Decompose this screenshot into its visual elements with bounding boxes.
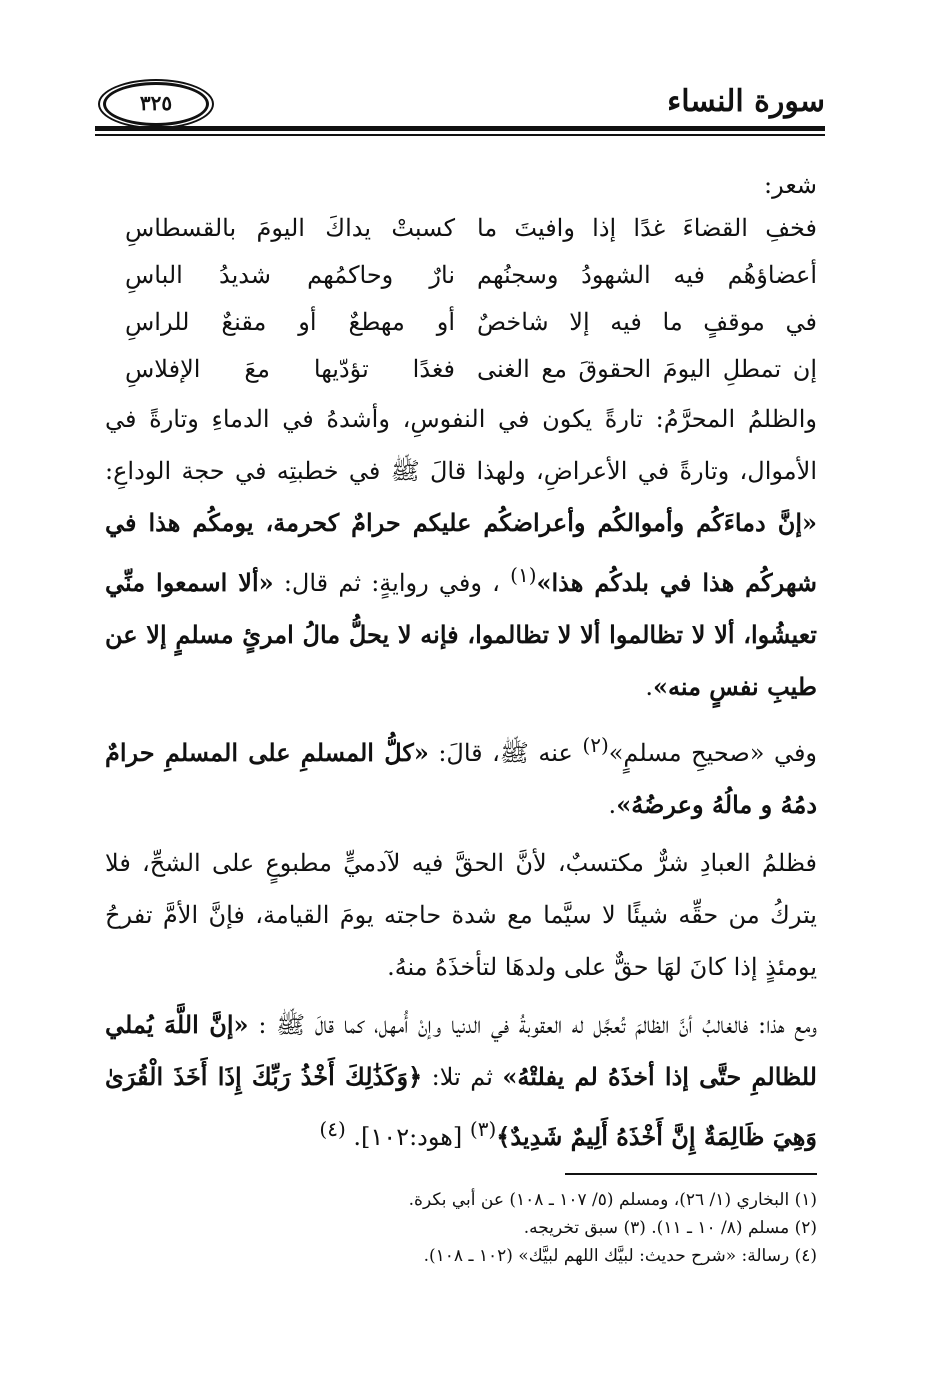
poem-title: شعر:: [763, 171, 817, 199]
verse-first-hemistich: في موقفٍ ما فيه إلا شاخصٌ: [477, 308, 817, 336]
verse-reference: [هود:١٠٢].: [345, 1123, 470, 1151]
verse-second-hemistich: نارٌ وحاكمُهم شديدُ الباسِ: [125, 261, 455, 289]
verse-first-hemistich: إن تمطلِ اليومَ الحقوقَ مع الغنى: [477, 355, 817, 383]
header-rule-thin: [95, 134, 825, 136]
footnote-marker: (٢): [582, 733, 609, 757]
footnote-item: (٤) رسالة: «شرح حديث: لبيَّك اللهم لبيَّك» (١٠٢ ـ ١٠٨).: [423, 1246, 817, 1266]
verse-second-hemistich: أو مهطعٌ أو مقنعٌ للراسِ: [125, 308, 455, 336]
paragraph-oppression-types: [105, 393, 817, 713]
verse-second-hemistich: كسبتْ يداكَ اليومَ بالقسطاسِ: [125, 214, 455, 242]
paragraph-sahih-muslim: [105, 719, 817, 831]
header-rule-thick: [95, 126, 825, 131]
hadith-quote: «إنَّ اللَّهَ يُملي للظالمِ حتَّى إذا أخذَهُ لم يفلتْهُ»: [105, 1010, 817, 1091]
footnote-marker: (٣): [469, 1117, 497, 1141]
paragraph-text: .: [608, 791, 617, 819]
paragraph-injustice: فظلمُ العبادِ شرٌّ مكتسبٌ، لأنَّ الحقَّ فيه لآدميٍّ مطبوعٍ على الشحِّ، فلا يتركُ من حقِّه شيئًا لا سيَّما مع شدة حاجته يومَ القيامة، فإنَّ الأمَّ تفرحُ يومئذٍ إذا كانَ لهَا حقٌّ على ولدهَا لتأخذَهُ منهُ.: [105, 849, 817, 981]
verse-first-hemistich: فخفِ القضاءَ غدًا إذا وافيتَ ما: [477, 214, 817, 242]
footnote-marker: (٤): [319, 1117, 346, 1141]
verse-second-hemistich: فغدًا تؤدّيها معَ الإفلاسِ: [125, 355, 455, 383]
hadith-quote: «إنَّ دماءَكُم وأموالكُم وأعراضكُم عليكم حرامٌ كحرمة، يومكُم هذا في شهركُم هذا في بلدكُم هذا»: [105, 508, 817, 597]
paragraph-punishment: [105, 999, 817, 1163]
main-text: [105, 165, 817, 1163]
paragraph-text: ثم تلا:: [422, 1063, 503, 1091]
footnotes: [217, 1186, 817, 1270]
footnote-marker: (١): [510, 563, 537, 587]
paragraph-text: والظلمُ المحرَّمُ: تارةً يكون في النفوسِ، وأشدهُ في الدماءِ وتارةً في الأموال، وتارةً في الأعراضِ، ولهذا قالَ ﷺ في خطبتِه في حجة الوداعِ:: [105, 405, 817, 485]
paragraph-text: ، وفي روايةٍ: ثم قال:: [273, 569, 511, 597]
quran-verse: ﴿وَكَذَٰلِكَ أَخْذُ رَبِّكَ إِذَا أَخَذَ الْقُرَىٰ وَهِيَ ظَالِمَةٌ إِنَّ أَخْذَهُ أَلِيمٌ شَدِيدٌ﴾: [105, 1062, 817, 1151]
poem-verse: [105, 205, 817, 252]
footnote-item: (١) البخاري (١/ ٢٦)، ومسلم (٥/ ١٠٧ ـ ١٠٨) عن أبي بكرة.: [408, 1190, 817, 1210]
page-header: [95, 78, 825, 130]
hadith-quote: «ألا اسمعوا منِّي تعيشُوا، ألا لا تظالموا ألا لا تظالموا، فإنه لا يحلُّ مالُ امرئٍ مسلمٍ إلا عن طيبِ نفسٍ منه»: [105, 568, 817, 701]
poem-verse: [105, 252, 817, 299]
paragraph-text: وفي «صحيحِ مسلمٍ»: [608, 739, 818, 767]
hadith-quote: «كلُّ المسلمِ على المسلمِ حرامٌ دمُهُ و مالُهُ وعرضُهُ»: [105, 738, 817, 819]
paragraph-text: .: [645, 673, 653, 701]
poem-verse: [105, 346, 817, 393]
page-number-badge: ٣٢٥: [103, 82, 209, 126]
poem-verse: [105, 299, 817, 346]
footnote-item: (٢) مسلم (٨/ ١٠ ـ ١١). (٣) سبق تخريجه.: [523, 1218, 817, 1238]
surah-title: سورة النساء: [667, 84, 825, 119]
paragraph-text: عنه ﷺ، قالَ:: [428, 739, 583, 767]
footnote-separator: [565, 1173, 817, 1175]
verse-first-hemistich: أعضاؤهُم فيه الشهودُ وسجنُهم: [477, 261, 817, 289]
paragraph-text: ومع هذا: فالغالبُ أنَّ الظالمَ تُعجَّل له العقوبةُ في الدنيا وإنْ أُمهل، كما قالَ ﷺ :: [248, 1011, 817, 1039]
